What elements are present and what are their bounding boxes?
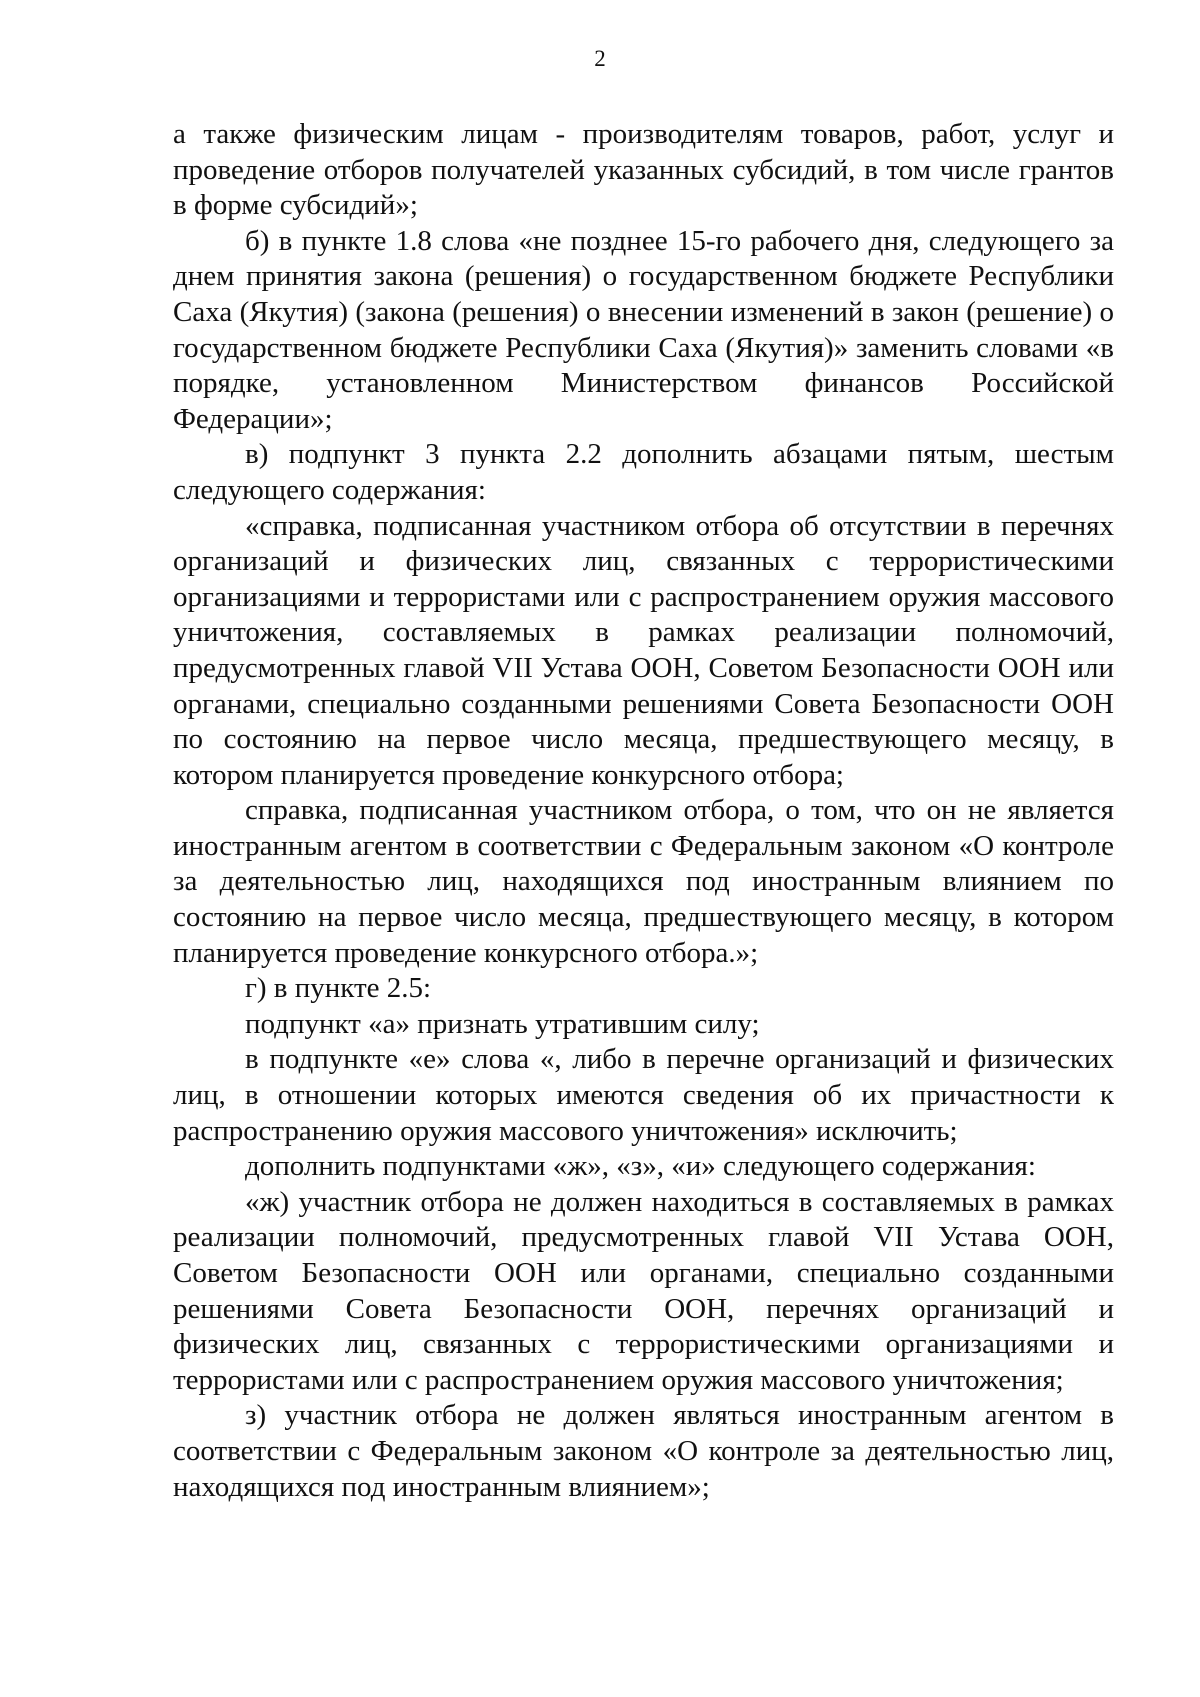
page-number: 2 (594, 46, 606, 71)
paragraph-item-v: в) подпункт 3 пункта 2.2 дополнить абзацами пятым, шестым следующего содержания: (173, 438, 1114, 506)
paragraph-item-b: б) в пункте 1.8 слова «не позднее 15-го рабочего дня, следующего за днем принятия закона (решения) о государственном бюджете Республики Саха (Якутия) (закона (решения) о внесении изменений в закон (решение) о государственном бюджете Республики Саха (Якутия)» заменить словами «в порядке, установленном Министерством финансов Российской Федерации»; (173, 224, 1114, 435)
paragraph-continuation: а также физическим лицам - производителям товаров, работ, услуг и проведение отборов получателей указанных субсидий, в том числе грантов в форме субсидий»; (173, 118, 1114, 222)
paragraph-subitem-zh: «ж) участник отбора не должен находиться в составляемых в рамках реализации полномочий, предусмотренных главой VII Устава ООН, Советом Безопасности ООН или органами, специально созданными решениями Совета Безопасности ООН, перечнях организаций и физических лиц, связанных с террористическими организациями и террористами или с распространением оружия массового уничтожения; (173, 1185, 1114, 1396)
paragraph-subitem-a: подпункт «а» признать утратившим силу; (245, 1007, 760, 1040)
document-body (173, 117, 1114, 1505)
paragraph-quote-certificate-lists: «справка, подписанная участником отбора об отсутствии в перечнях организаций и физических лиц, связанных с террористическими организациями и террористами или с распространением оружия массового уничтожения, составляемых в рамках реализации полномочий, предусмотренных главой VII Устава ООН, Советом Безопасности ООН или органами, специально созданными решениями Совета Безопасности ООН по состоянию на первое число месяца, предшествующего месяцу, в котором планируется проведение конкурсного отбора; (173, 509, 1114, 791)
paragraph-supplement: дополнить подпунктами «ж», «з», «и» следующего содержания: (245, 1150, 1036, 1183)
paragraph-subitem-z: з) участник отбора не должен являться иностранным агентом в соответствии с Федеральным законом «О контроле за деятельностью лиц, находящихся под иностранным влиянием»; (173, 1399, 1114, 1503)
paragraph-quote-certificate-agent: справка, подписанная участником отбора, о том, что он не является иностранным агентом в соответствии с Федеральным законом «О контроле за деятельностью лиц, находящихся под иностранным влиянием по состоянию на первое число месяца, предшествующего месяцу, в котором планируется проведение конкурсного отбора.»; (173, 794, 1114, 969)
paragraph-item-g: г) в пункте 2.5: (245, 972, 432, 1005)
paragraph-subitem-e: в подпункте «е» слова «, либо в перечне организаций и физических лиц, в отношении которых имеются сведения об их причастности к распространению оружия массового уничтожения» исключить; (173, 1043, 1114, 1147)
